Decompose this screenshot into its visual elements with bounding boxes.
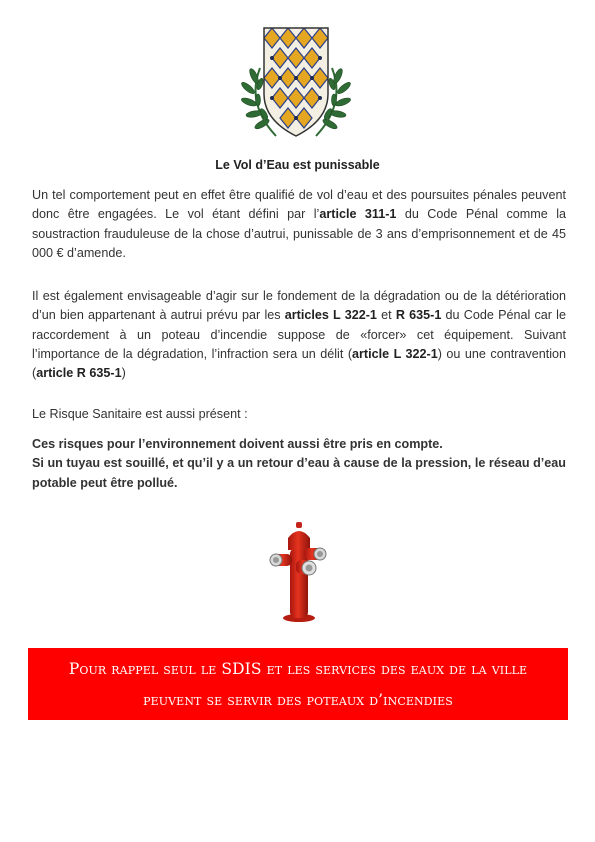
fire-hydrant-icon — [268, 520, 330, 624]
paragraph-vol-eau: Un tel comportement peut en effet être qualifié de vol d’eau et des poursuites pénales peuvent donc être engagées. Le vol étant défini par l’article 311-1 du Code Pénal comme la soustraction frauduleuse de la chose d’autrui, punissable de 3 ans d’emprisonnement et de 45 000 € d’amende. — [32, 188, 566, 260]
paragraph-risques-environnement — [32, 435, 566, 493]
section-heading-risque-sanitaire: Le Risque Sanitaire est aussi présent : — [32, 407, 248, 421]
page-title: Le Vol d’Eau est punissable — [215, 158, 380, 172]
reminder-banner — [28, 648, 568, 720]
risk-line-2: Si un tuyau est souillé, et qu’il y a un retour d’eau à cause de la pression, le réseau d’eau potable peut être pollué. — [32, 456, 566, 490]
risk-line-1: Ces risques pour l’environnement doivent aussi être pris en compte. — [32, 437, 443, 451]
paragraph-degradation: Il est également envisageable d’agir sur le fondement de la dégradation ou de la détérioration d’un bien appartenant à autrui prévu par les articles L 322-1 et R 635-1 du Code Pénal car le raccordement à un poteau d’incendie suppose de «forcer» cet équipement. Suivant l’importance de la dégradation, l’infraction sera un délit (article L 322-1) ou une contravention (article R 635-1) — [32, 289, 567, 381]
banner-text: Pour rappel seul le SDIS et les services des eaux de la ville peuvent se servir des poteaux d’incendies — [68, 660, 528, 709]
coat-of-arms-icon — [236, 24, 356, 146]
